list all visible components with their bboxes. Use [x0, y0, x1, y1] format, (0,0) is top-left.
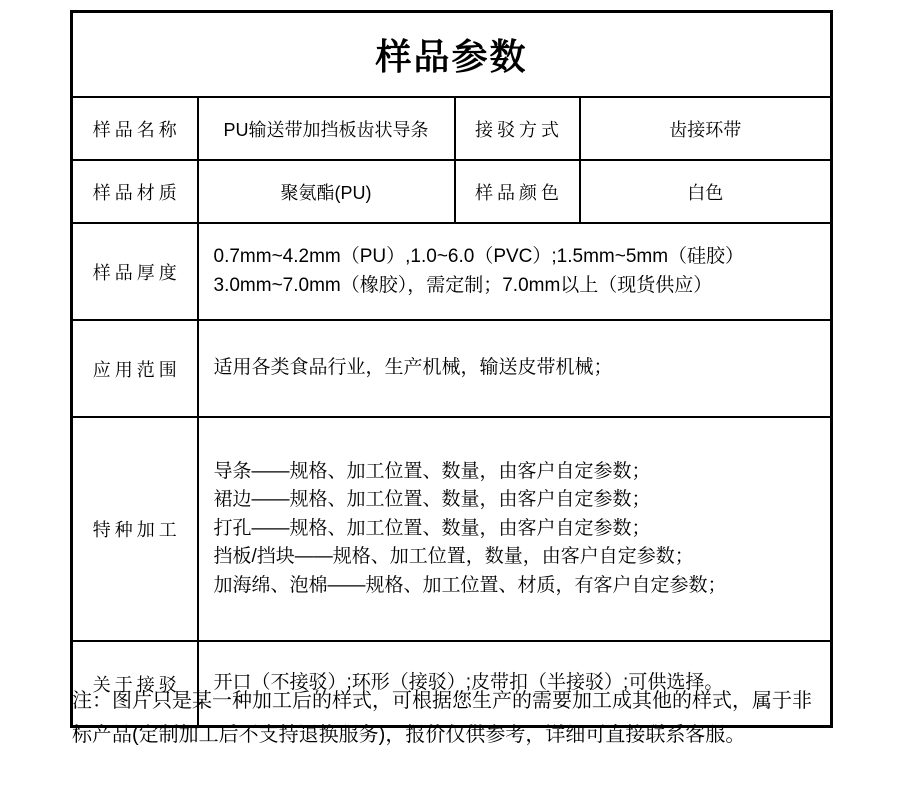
sample-color-value: 白色	[580, 160, 832, 223]
thickness-line-2: 3.0mm~7.0mm（橡胶），需定制；7.0mm以上（现货供应）	[213, 274, 713, 296]
application-range-value: 适用各类食品行业，生产机械，输送皮带机械；	[198, 320, 832, 417]
joining-method-value: 齿接环带	[580, 97, 832, 160]
table-row-material	[72, 160, 832, 223]
processing-line-3: 打孔——规格、加工位置、数量，由客户自定参数；	[213, 517, 651, 539]
processing-line-5: 加海绵、泡棉——规格、加工位置、材质，有客户自定参数；	[213, 574, 727, 596]
joining-method-label: 接驳方式	[455, 97, 580, 160]
special-processing-value	[198, 417, 832, 641]
sample-material-label: 样品材质	[72, 160, 198, 223]
table-row-name	[72, 97, 832, 160]
processing-line-1: 导条——规格、加工位置、数量，由客户自定参数；	[213, 460, 651, 482]
about-joining-value: 开口（不接驳）;环形（接驳）;皮带扣（半接驳）;可供选择。	[198, 641, 832, 727]
sample-thickness-label: 样品厚度	[72, 223, 198, 320]
processing-line-2: 裙边——规格、加工位置、数量，由客户自定参数；	[213, 489, 651, 511]
spec-table	[70, 10, 833, 728]
sample-color-label: 样品颜色	[455, 160, 580, 223]
sample-thickness-value	[198, 223, 832, 320]
table-row-thickness	[72, 223, 832, 320]
table-title: 样品参数	[72, 12, 832, 98]
about-joining-label: 关于接驳	[72, 641, 198, 727]
footer-note: 注：图片只是某一种加工后的样式，可根据您生产的需要加工成其他的样式，属于非标产品(定制加工后不支持退换服务)，报价仅供参考，详细可直接联系客服。	[72, 690, 812, 746]
special-processing-label: 特种加工	[72, 417, 198, 641]
table-row-processing	[72, 417, 832, 641]
table-row-application	[72, 320, 832, 417]
sample-name-label: 样品名称	[72, 97, 198, 160]
sample-name-value: PU输送带加挡板齿状导条	[198, 97, 455, 160]
sample-material-value: 聚氨酯(PU)	[198, 160, 455, 223]
table-title-row	[72, 12, 832, 98]
thickness-line-1: 0.7mm~4.2mm（PU）,1.0~6.0（PVC）;1.5mm~5mm（硅胶）	[213, 246, 745, 267]
application-range-label: 应用范围	[72, 320, 198, 417]
processing-line-4: 挡板/挡块——规格、加工位置，数量，由客户自定参数；	[213, 546, 694, 568]
